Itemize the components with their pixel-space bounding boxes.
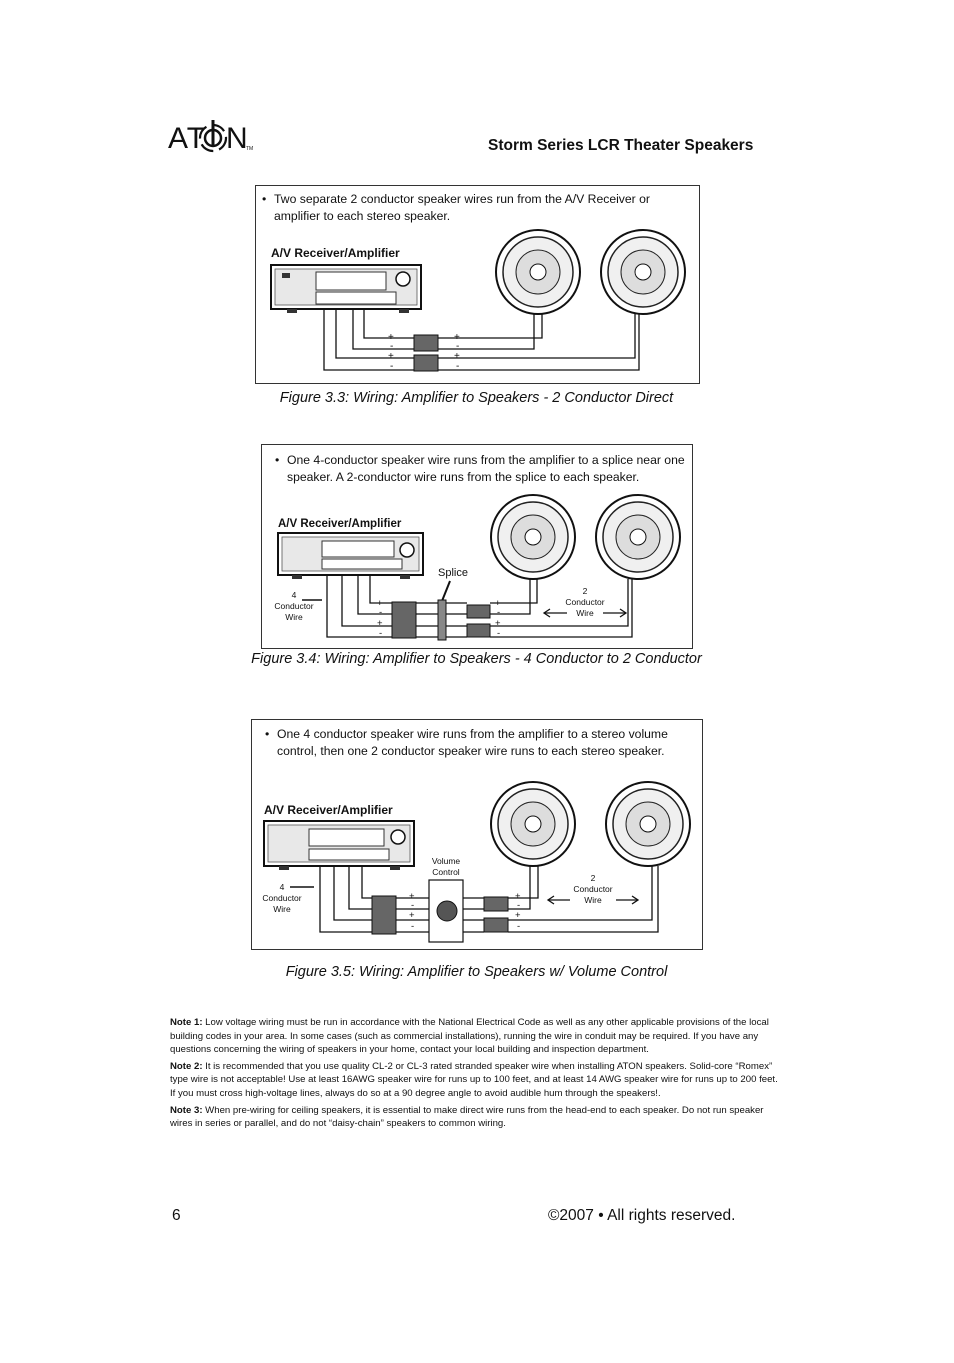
svg-text:-: -	[517, 921, 521, 932]
wire-nut	[467, 605, 490, 618]
wires	[324, 309, 639, 370]
svg-text:+: +	[409, 910, 415, 921]
svg-text:TM: TM	[246, 146, 254, 152]
svg-text:+: +	[454, 351, 460, 362]
wiring-diagram	[262, 445, 692, 648]
svg-text:+: +	[515, 891, 521, 902]
svg-text:-: -	[517, 900, 521, 911]
figure-3-3	[255, 185, 700, 384]
amplifier-icon	[278, 533, 423, 579]
wire-nut	[484, 897, 508, 911]
aton-logo	[168, 116, 258, 164]
volume-knob-icon	[437, 901, 457, 921]
svg-text:Control: Control	[432, 867, 460, 877]
wire-nut	[414, 355, 438, 371]
svg-text:N: N	[226, 122, 248, 155]
figure-caption: Figure 3.4: Wiring: Amplifier to Speakers - 4 Conductor to 2 Conductor	[251, 651, 702, 667]
note-1: Note 1: Low voltage wiring must be run in accordance with the National Electrical Code as well as any other applicable provisions of the local building codes in your area. In some cases (such as commercial installations), running the wire in conduit may be required. If you have any questions concerning the wiring of speakers in your home, contact your local building and inspection department.	[170, 1017, 769, 1056]
splice-arrow	[442, 581, 450, 601]
figure-caption: Figure 3.5: Wiring: Amplifier to Speakers w/ Volume Control	[285, 964, 668, 980]
splice-label: Splice	[438, 567, 468, 579]
note-3: Note 3: When pre-wiring for ceiling speakers, it is essential to make direct wire runs from the head-end to each speaker. Do not run speaker wires in series or parallel, and do not “daisy-chain” speakers to common wiring.	[170, 1104, 764, 1130]
svg-text:-: -	[497, 607, 501, 618]
svg-text:+: +	[515, 910, 521, 921]
svg-text:Wire: Wire	[584, 895, 602, 905]
svg-text:4: 4	[291, 590, 297, 600]
figure-bullet: • One 4 conductor speaker wire runs from the amplifier to a stereo volume control, then one 2 conductor speaker wire runs to each stereo speaker.	[265, 727, 668, 758]
amp-label: A/V Receiver/Amplifier	[271, 246, 400, 260]
svg-text:-: -	[456, 361, 460, 372]
svg-text:Conductor: Conductor	[274, 601, 314, 611]
svg-text:-: -	[456, 341, 460, 352]
wire-nut	[414, 335, 438, 351]
figure-3-5	[251, 719, 703, 950]
svg-text:Wire: Wire	[576, 608, 594, 618]
svg-text:+: +	[495, 598, 501, 609]
page-number: 6	[172, 1207, 181, 1224]
splice-block	[372, 896, 396, 934]
svg-text:-: -	[497, 628, 501, 639]
copyright: ©2007 • All rights reserved.	[548, 1207, 736, 1224]
speaker-left-icon	[491, 782, 575, 866]
svg-text:Volume: Volume	[431, 856, 461, 866]
wire2-label	[573, 873, 612, 905]
figure-bullet: • One 4-conductor speaker wire runs from the amplifier to a splice near one speaker. A 2-conductor wire runs from the splice to each speaker.	[275, 453, 685, 484]
speaker-left-icon	[496, 230, 580, 314]
document-title: Storm Series LCR Theater Speakers	[488, 137, 754, 154]
svg-text:-: -	[411, 900, 415, 911]
wire-nut	[484, 918, 508, 932]
amp-label: A/V Receiver/Amplifier	[278, 518, 402, 530]
speaker-right-icon	[601, 230, 685, 314]
svg-text:+: +	[454, 332, 460, 343]
speaker-right-icon	[606, 782, 690, 866]
svg-text:+: +	[409, 891, 415, 902]
svg-text:Conductor: Conductor	[573, 884, 613, 894]
svg-text:+: +	[377, 618, 383, 629]
svg-text:Conductor: Conductor	[262, 893, 302, 903]
figure-bullet: • Two separate 2 conductor speaker wires run from the A/V Receiver or amplifier to each stereo speaker.	[262, 192, 650, 223]
svg-text:Wire: Wire	[285, 612, 303, 622]
wiring-diagram	[256, 186, 699, 383]
amp-label: A/V Receiver/Amplifier	[264, 803, 393, 817]
amplifier-icon	[264, 821, 414, 870]
wire2-label	[565, 586, 604, 618]
svg-text:-: -	[411, 921, 415, 932]
volume-label	[432, 856, 461, 877]
svg-text:Conductor: Conductor	[565, 597, 605, 607]
svg-text:-: -	[379, 628, 383, 639]
svg-text:+: +	[388, 351, 394, 362]
svg-text:4: 4	[279, 882, 285, 892]
wire4-label	[274, 590, 313, 622]
logo-graphic	[168, 116, 258, 164]
speaker-right-icon	[596, 495, 680, 579]
splice-connector	[438, 600, 446, 640]
wiring-diagram	[252, 720, 702, 949]
figure-3-4	[261, 444, 693, 649]
svg-text:+: +	[377, 598, 383, 609]
wire-nut	[467, 624, 490, 637]
svg-text:+: +	[495, 618, 501, 629]
svg-text:+: +	[388, 332, 394, 343]
svg-text:Wire: Wire	[273, 904, 291, 914]
svg-text:AT: AT	[168, 122, 207, 155]
svg-text:2: 2	[590, 873, 596, 883]
splice-block	[392, 602, 416, 638]
svg-text:-: -	[379, 607, 383, 618]
notes-section	[170, 1016, 780, 1134]
speaker-left-icon	[491, 495, 575, 579]
svg-text:-: -	[390, 361, 394, 372]
figure-caption: Figure 3.3: Wiring: Amplifier to Speakers - 2 Conductor Direct	[279, 390, 674, 406]
note-2: Note 2: It is recommended that you use quality CL-2 or CL-3 rated stranded speaker wire when installing ATON speakers. Solid-core “Romex” type wire is not acceptable! Use at least 16AWG speaker wire for runs up to 100 feet, and at least 14 AWG speaker wire for runs up to 200 feet. If you must cross high-voltage lines, always do so at a 90 degree angle to avoid audible hum through the speakers!.	[170, 1060, 778, 1099]
amplifier-icon	[271, 265, 421, 313]
svg-text:2: 2	[582, 586, 588, 596]
svg-text:-: -	[390, 341, 394, 352]
